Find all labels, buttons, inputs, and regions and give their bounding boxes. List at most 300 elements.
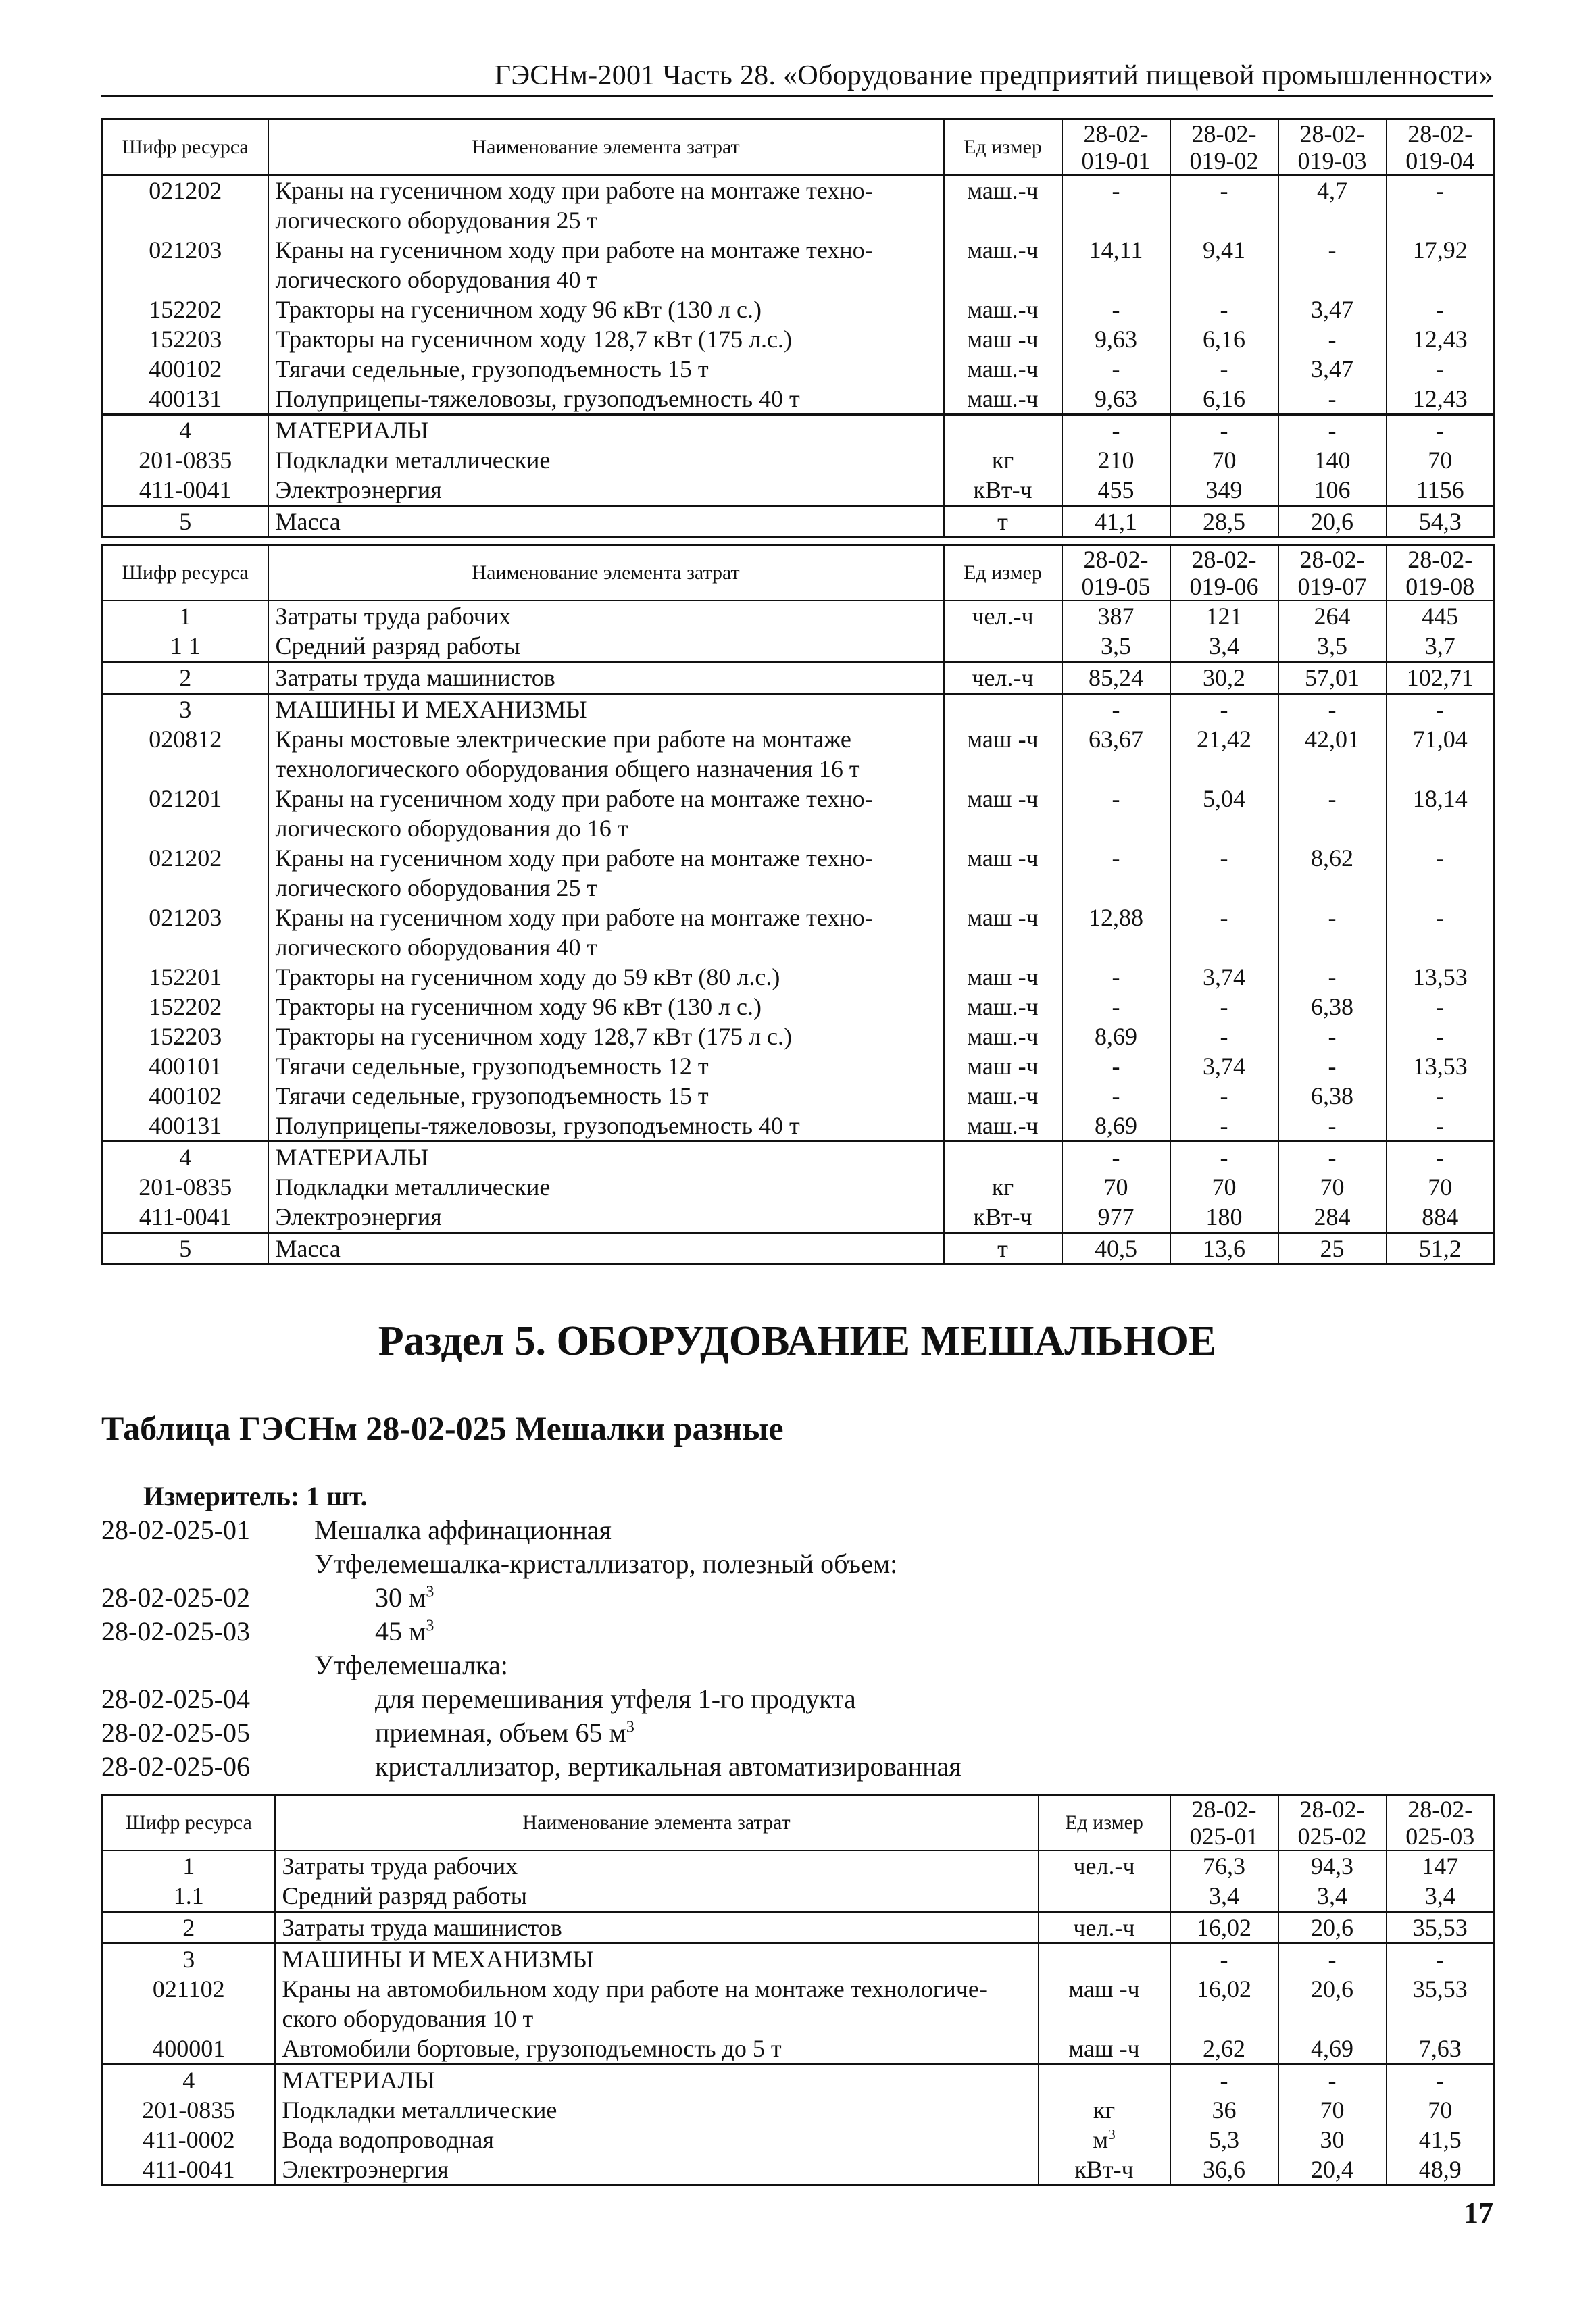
norm-value: 85,24 (1062, 662, 1170, 694)
norm-value: 180 (1170, 1202, 1278, 1233)
norm-code: 28-02-025-01 (101, 1515, 250, 1545)
norm-value: - (1062, 1142, 1170, 1173)
table-row (103, 662, 1495, 694)
resource-unit: маш.-ч (944, 1111, 1062, 1142)
resource-name: Краны мостовые электрические при работе на монтаже (268, 724, 944, 754)
resource-name: Подкладки металлические (275, 2095, 1039, 2125)
norm-value: 20,6 (1278, 1912, 1387, 1944)
norm-value: 3,4 (1387, 1881, 1495, 1912)
table-row (103, 295, 1495, 324)
norm-value: - (1170, 415, 1278, 446)
norm-value: - (1062, 295, 1170, 324)
resource-code: 152202 (103, 295, 268, 324)
resource-unit: чел.-ч (944, 601, 1062, 631)
norm-value: - (1278, 324, 1387, 354)
resource-unit (944, 754, 1062, 784)
running-header: ГЭСНм-2001 Часть 28. «Оборудование предприятий пищевой промышленности» (494, 60, 1493, 91)
table-row (103, 1051, 1495, 1081)
col-header-name: Наименование элемента затрат (268, 545, 944, 601)
resource-unit: т (944, 1233, 1062, 1265)
norm-value: - (1278, 415, 1387, 446)
norm-value (1387, 932, 1495, 962)
norm-value: 6,38 (1278, 992, 1387, 1022)
resource-unit: маш -ч (944, 324, 1062, 354)
norm-value: 102,71 (1387, 662, 1495, 694)
measure-label: Измеритель: 1 шт. (143, 1481, 368, 1511)
norm-value: - (1170, 843, 1278, 873)
table-row (103, 1974, 1495, 2004)
norm-value: 121 (1170, 601, 1278, 631)
norm-value: 71,04 (1387, 724, 1495, 754)
table-row (103, 873, 1495, 903)
resource-code: 1 (103, 1851, 275, 1881)
resource-name: МАТЕРИАЛЫ (268, 1142, 944, 1173)
resource-unit (944, 631, 1062, 662)
resource-unit: кг (944, 1172, 1062, 1202)
norm-value: 6,38 (1278, 1081, 1387, 1111)
resource-code: 3 (103, 1944, 275, 1975)
resource-code: 400131 (103, 1111, 268, 1142)
norm-description: кристаллизатор, вертикальная автоматизированная (375, 1751, 962, 1782)
col-header-norm: 28-02- 019-02 (1170, 120, 1278, 176)
resource-unit: чел.-ч (944, 662, 1062, 694)
resource-unit: маш -ч (944, 903, 1062, 932)
table-row (103, 694, 1495, 725)
resource-name: Подкладки металлические (268, 445, 944, 475)
norm-value: - (1062, 992, 1170, 1022)
norm-value: 13,6 (1170, 1233, 1278, 1265)
norm-value: - (1170, 1111, 1278, 1142)
table-row (103, 1851, 1495, 1881)
norm-value: 70 (1387, 445, 1495, 475)
norm-value: 3,5 (1062, 631, 1170, 662)
resource-code: 152201 (103, 962, 268, 992)
resource-code (103, 2004, 275, 2034)
norm-value: - (1278, 1142, 1387, 1173)
resource-name: Полуприцепы-тяжеловозы, грузоподъемность 40 т (268, 384, 944, 415)
norm-value: - (1170, 2065, 1278, 2096)
norm-value: - (1278, 903, 1387, 932)
norm-value (1062, 754, 1170, 784)
norm-value: 3,5 (1278, 631, 1387, 662)
table-row (103, 1142, 1495, 1173)
norm-value: 94,3 (1278, 1851, 1387, 1881)
table-row (103, 1944, 1495, 1975)
table-row (103, 475, 1495, 506)
norm-value: 3,4 (1170, 1881, 1278, 1912)
norm-value: - (1170, 1944, 1278, 1975)
norm-value: - (1387, 295, 1495, 324)
resource-table-025 (101, 1794, 1495, 2186)
norm-value (1387, 265, 1495, 295)
resource-name: Затраты труда машинистов (268, 662, 944, 694)
resource-name: Подкладки металлические (268, 1172, 944, 1202)
resource-unit: кВт-ч (1039, 2155, 1170, 2186)
col-header-norm: 28-02- 019-04 (1387, 120, 1495, 176)
norm-description: Мешалка аффинационная (314, 1515, 612, 1545)
resource-code (103, 932, 268, 962)
resource-unit: маш.-ч (944, 175, 1062, 205)
norm-value: 1156 (1387, 475, 1495, 506)
resource-unit: маш.-ч (944, 384, 1062, 415)
resource-code: 400101 (103, 1051, 268, 1081)
table-row (103, 631, 1495, 662)
resource-unit: маш.-ч (944, 1022, 1062, 1051)
table-row (103, 992, 1495, 1022)
resource-name: Тракторы на гусеничном ходу 128,7 кВт (175 л с.) (268, 1022, 944, 1051)
resource-code: 152203 (103, 324, 268, 354)
norm-code: 28-02-025-05 (101, 1717, 250, 1748)
col-header-norm: 28-02- 025-01 (1170, 1795, 1278, 1851)
resource-code: 021203 (103, 235, 268, 265)
resource-code: 4 (103, 2065, 275, 2096)
resource-code: 152202 (103, 992, 268, 1022)
norm-value: 41,5 (1387, 2125, 1495, 2155)
resource-code: 1 (103, 601, 268, 631)
norm-value: 4,7 (1278, 175, 1387, 205)
resource-unit: т (944, 506, 1062, 538)
resource-name: Электроэнергия (275, 2155, 1039, 2186)
norm-value: - (1387, 2065, 1495, 2096)
resource-unit: кг (944, 445, 1062, 475)
resource-name: логического оборудования 25 т (268, 873, 944, 903)
norm-value: 25 (1278, 1233, 1387, 1265)
norm-value: 4,69 (1278, 2034, 1387, 2065)
norm-value (1387, 873, 1495, 903)
resource-table-019-01-04 (101, 118, 1495, 538)
table-row (103, 962, 1495, 992)
resource-unit: маш.-ч (944, 992, 1062, 1022)
table-row (103, 324, 1495, 354)
table-row (103, 1172, 1495, 1202)
norm-value: 6,16 (1170, 384, 1278, 415)
norm-value: - (1062, 962, 1170, 992)
norm-value: 264 (1278, 601, 1387, 631)
resource-code: 411-0041 (103, 1202, 268, 1233)
resource-name: Средний разряд работы (268, 631, 944, 662)
norm-value (1062, 205, 1170, 235)
resource-code: 021202 (103, 175, 268, 205)
norm-value: 30 (1278, 2125, 1387, 2155)
table-row (103, 2034, 1495, 2065)
norm-value: 106 (1278, 475, 1387, 506)
resource-name: Краны на автомобильном ходу при работе на монтаже технологиче- (275, 1974, 1039, 2004)
resource-unit (1039, 2004, 1170, 2034)
norm-value: - (1387, 1081, 1495, 1111)
resource-code (103, 265, 268, 295)
norm-code: 28-02-025-04 (101, 1684, 250, 1714)
resource-unit: маш -ч (1039, 2034, 1170, 2065)
norm-group-heading: Утфелемешалка: (314, 1650, 508, 1680)
norm-value: - (1062, 415, 1170, 446)
resource-code: 5 (103, 1233, 268, 1265)
norm-value: 18,14 (1387, 784, 1495, 813)
resource-unit (944, 415, 1062, 446)
norm-value (1170, 265, 1278, 295)
resource-code: 201-0835 (103, 2095, 275, 2125)
section-title: Раздел 5. ОБОРУДОВАНИЕ МЕШАЛЬНОЕ (378, 1318, 1217, 1364)
norm-value: 3,7 (1387, 631, 1495, 662)
norm-value: - (1387, 843, 1495, 873)
norm-value (1062, 265, 1170, 295)
norm-value: 42,01 (1278, 724, 1387, 754)
resource-name: Тягачи седельные, грузоподъемность 12 т (268, 1051, 944, 1081)
col-header-norm: 28-02- 025-02 (1278, 1795, 1387, 1851)
norm-value: 30,2 (1170, 662, 1278, 694)
resource-name: Краны на гусеничном ходу при работе на монтаже техно- (268, 903, 944, 932)
norm-value (1170, 813, 1278, 843)
table-row (103, 2004, 1495, 2034)
norm-value: 977 (1062, 1202, 1170, 1233)
resource-name: Краны на гусеничном ходу при работе на монтаже техно- (268, 784, 944, 813)
norm-value: 2,62 (1170, 2034, 1278, 2065)
resource-name: ского оборудования 10 т (275, 2004, 1039, 2034)
resource-code: 4 (103, 1142, 268, 1173)
norm-value: - (1387, 1142, 1495, 1173)
resource-code: 2 (103, 1912, 275, 1944)
norm-value: - (1170, 175, 1278, 205)
resource-name: Электроэнергия (268, 475, 944, 506)
norm-value: - (1278, 235, 1387, 265)
resource-unit (1039, 2065, 1170, 2096)
norm-value: 54,3 (1387, 506, 1495, 538)
resource-code: 020812 (103, 724, 268, 754)
header-rule (101, 95, 1493, 97)
resource-name: Масса (268, 506, 944, 538)
norm-value: - (1062, 1051, 1170, 1081)
norm-value: 16,02 (1170, 1974, 1278, 2004)
norm-value: - (1062, 1081, 1170, 1111)
norm-code: 28-02-025-02 (101, 1582, 250, 1613)
table-row (103, 1233, 1495, 1265)
resource-name: Краны на гусеничном ходу при работе на монтаже техно- (268, 235, 944, 265)
resource-name: Затраты труда рабочих (275, 1851, 1039, 1881)
table-row (103, 1202, 1495, 1233)
norm-value: 210 (1062, 445, 1170, 475)
norm-value: 13,53 (1387, 1051, 1495, 1081)
norm-value (1062, 932, 1170, 962)
resource-name: Тракторы на гусеничном ходу 96 кВт (130 л с.) (268, 992, 944, 1022)
table-row (103, 1022, 1495, 1051)
resource-code: 201-0835 (103, 1172, 268, 1202)
norm-value: - (1170, 354, 1278, 384)
col-header-norm: 28-02- 025-03 (1387, 1795, 1495, 1851)
norm-value (1062, 873, 1170, 903)
norm-value (1387, 2004, 1495, 2034)
resource-code (103, 813, 268, 843)
resource-code: 1 1 (103, 631, 268, 662)
table-row (103, 384, 1495, 415)
col-header-norm: 28-02- 019-05 (1062, 545, 1170, 601)
norm-value: 5,3 (1170, 2125, 1278, 2155)
norm-value (1387, 754, 1495, 784)
resource-code: 152203 (103, 1022, 268, 1051)
norm-value: 70 (1278, 1172, 1387, 1202)
norm-value: 8,62 (1278, 843, 1387, 873)
resource-code: 1.1 (103, 1881, 275, 1912)
norm-value: 6,16 (1170, 324, 1278, 354)
col-header-code: Шифр ресурса (103, 545, 268, 601)
resource-code: 411-0041 (103, 2155, 275, 2186)
norm-value: - (1062, 175, 1170, 205)
resource-unit (944, 694, 1062, 725)
resource-name: логического оборудования 25 т (268, 205, 944, 235)
resource-unit: маш -ч (1039, 1974, 1170, 2004)
norm-value (1170, 754, 1278, 784)
norm-value: 12,88 (1062, 903, 1170, 932)
norm-value (1278, 205, 1387, 235)
norm-value: 7,63 (1387, 2034, 1495, 2065)
norm-description: для перемешивания утфеля 1-го продукта (375, 1684, 856, 1714)
resource-name: МАТЕРИАЛЫ (268, 415, 944, 446)
norm-value: - (1387, 694, 1495, 725)
table-row (103, 235, 1495, 265)
resource-unit (944, 1142, 1062, 1173)
norm-value: - (1387, 354, 1495, 384)
page-number: 17 (1464, 2196, 1493, 2230)
norm-value: - (1387, 1022, 1495, 1051)
norm-value: 3,47 (1278, 354, 1387, 384)
norm-value: 70 (1387, 2095, 1495, 2125)
resource-code: 411-0041 (103, 475, 268, 506)
norm-value: 5,04 (1170, 784, 1278, 813)
resource-name: Краны на гусеничном ходу при работе на монтаже техно- (268, 843, 944, 873)
norm-value: 3,74 (1170, 962, 1278, 992)
norm-value: - (1062, 694, 1170, 725)
norm-value (1170, 873, 1278, 903)
resource-unit (944, 265, 1062, 295)
norm-value: 70 (1170, 445, 1278, 475)
resource-code (103, 205, 268, 235)
resource-code: 400102 (103, 1081, 268, 1111)
resource-unit (1039, 1881, 1170, 1912)
norm-value: 20,6 (1278, 506, 1387, 538)
resource-code: 021102 (103, 1974, 275, 2004)
resource-unit (944, 932, 1062, 962)
resource-name: Затраты труда рабочих (268, 601, 944, 631)
norm-value: 70 (1062, 1172, 1170, 1202)
table-row (103, 813, 1495, 843)
table-row (103, 445, 1495, 475)
norm-value (1170, 205, 1278, 235)
resource-unit: маш.-ч (944, 295, 1062, 324)
table-row (103, 1081, 1495, 1111)
norm-group-heading: Утфелемешалка-кристаллизатор, полезный объем: (314, 1549, 898, 1579)
norm-value: 12,43 (1387, 384, 1495, 415)
resource-unit: маш.-ч (944, 1081, 1062, 1111)
resource-table-019-05-08 (101, 544, 1495, 1265)
resource-name: Тракторы на гусеничном ходу 128,7 кВт (175 л.с.) (268, 324, 944, 354)
resource-unit: $м^3$ (1039, 2125, 1170, 2155)
norm-value: - (1387, 903, 1495, 932)
resource-code (103, 873, 268, 903)
resource-code: 411-0002 (103, 2125, 275, 2155)
norm-value: - (1278, 384, 1387, 415)
norm-value: 9,63 (1062, 384, 1170, 415)
table-row (103, 2095, 1495, 2125)
norm-description: приемная, объем 65 $м^3$ (375, 1717, 634, 1748)
col-header-unit: Ед измер (1039, 1795, 1170, 1851)
norm-value (1278, 932, 1387, 962)
table-row (103, 784, 1495, 813)
norm-value (1278, 813, 1387, 843)
norm-value: - (1278, 1111, 1387, 1142)
norm-value: 14,11 (1062, 235, 1170, 265)
resource-unit: маш -ч (944, 843, 1062, 873)
norm-value: 21,42 (1170, 724, 1278, 754)
norm-value: 3,47 (1278, 295, 1387, 324)
norm-value: 9,63 (1062, 324, 1170, 354)
norm-value: 284 (1278, 1202, 1387, 1233)
norm-value: - (1278, 784, 1387, 813)
resource-name: технологического оборудования общего назначения 16 т (268, 754, 944, 784)
norm-value: - (1170, 1022, 1278, 1051)
resource-code: 021202 (103, 843, 268, 873)
norm-value: - (1278, 1944, 1387, 1975)
resource-name: Автомобили бортовые, грузоподъемность до 5 т (275, 2034, 1039, 2065)
norm-value: 13,53 (1387, 962, 1495, 992)
norm-value: - (1170, 295, 1278, 324)
norm-value: - (1170, 992, 1278, 1022)
norm-value: 16,02 (1170, 1912, 1278, 1944)
resource-name: Тягачи седельные, грузоподъемность 15 т (268, 1081, 944, 1111)
table-row (103, 932, 1495, 962)
resource-code: 4 (103, 415, 268, 446)
norm-code: 28-02-025-03 (101, 1616, 250, 1646)
norm-value: - (1278, 962, 1387, 992)
norm-value: 48,9 (1387, 2155, 1495, 2186)
resource-name: Вода водопроводная (275, 2125, 1039, 2155)
col-header-code: Шифр ресурса (103, 120, 268, 176)
norm-value: 35,53 (1387, 1974, 1495, 2004)
resource-name: Затраты труда машинистов (275, 1912, 1039, 1944)
norm-value (1062, 813, 1170, 843)
resource-code: 021203 (103, 903, 268, 932)
resource-name: Тягачи седельные, грузоподъемность 15 т (268, 354, 944, 384)
resource-code: 400131 (103, 384, 268, 415)
table-row (103, 754, 1495, 784)
table-row (103, 601, 1495, 631)
resource-name: МАШИНЫ И МЕХАНИЗМЫ (268, 694, 944, 725)
resource-name: Масса (268, 1233, 944, 1265)
norm-value: 147 (1387, 1851, 1495, 1881)
norm-value: - (1062, 784, 1170, 813)
norm-value: 8,69 (1062, 1111, 1170, 1142)
table-row (103, 2065, 1495, 2096)
norm-value: 40,5 (1062, 1233, 1170, 1265)
resource-unit (1039, 1944, 1170, 1975)
norm-value: - (1278, 694, 1387, 725)
resource-code: 2 (103, 662, 268, 694)
norm-value: 57,01 (1278, 662, 1387, 694)
resource-unit: маш.-ч (944, 235, 1062, 265)
resource-code (103, 754, 268, 784)
col-header-norm: 28-02- 019-01 (1062, 120, 1170, 176)
norm-description: 30 $м^3$ (375, 1582, 434, 1613)
norm-value: 445 (1387, 601, 1495, 631)
norm-value: - (1278, 1022, 1387, 1051)
col-header-unit: Ед измер (944, 120, 1062, 176)
norm-value: - (1387, 1944, 1495, 1975)
norm-value: - (1278, 2065, 1387, 2096)
norm-value (1387, 205, 1495, 235)
resource-name: Тракторы на гусеничном ходу 96 кВт (130 л с.) (268, 295, 944, 324)
table-row (103, 265, 1495, 295)
norm-value (1170, 2004, 1278, 2034)
resource-unit: маш.-ч (944, 354, 1062, 384)
norm-value: 76,3 (1170, 1851, 1278, 1881)
resource-code: 5 (103, 506, 268, 538)
